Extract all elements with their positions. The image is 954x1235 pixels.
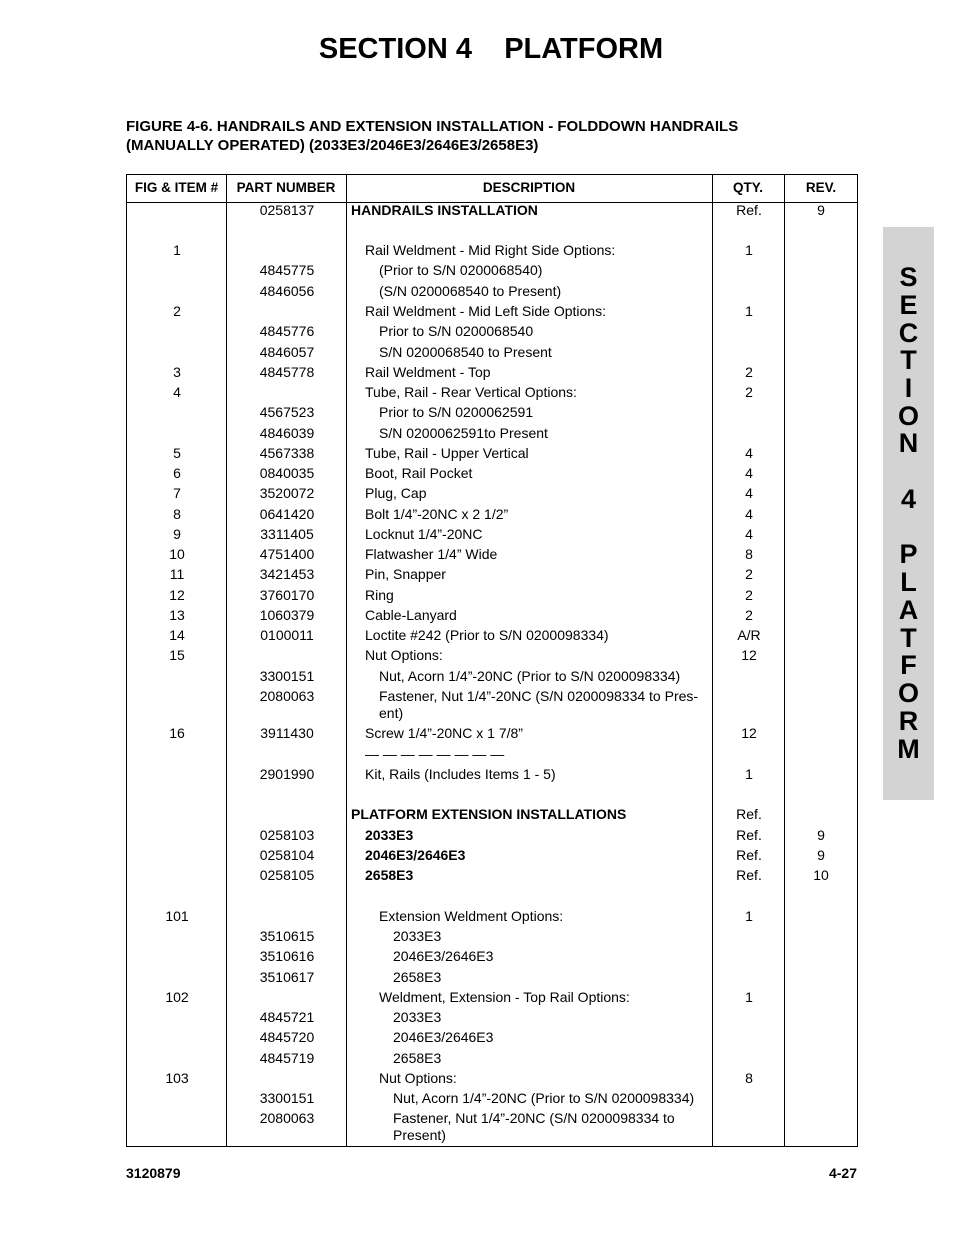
description-cell: (S/N 0200068540 to Present) (379, 283, 562, 299)
side-tab-letter: P (899, 539, 918, 569)
header-part-number: PART NUMBER (236, 180, 336, 195)
description-cell: Rail Weldment - Top (365, 364, 491, 380)
fig-item-cell: 12 (169, 587, 185, 603)
description-cell: Kit, Rails (Includes Items 1 - 5) (365, 766, 556, 782)
qty-cell: Ref. (736, 867, 762, 883)
qty-cell: 2 (745, 587, 753, 603)
description-cell: Fastener, Nut 1/4”-20NC (S/N 0200098334 to (393, 1110, 675, 1126)
description-cell: 2033E3 (393, 928, 442, 944)
qty-cell: 12 (741, 647, 757, 663)
doc-number: 3120879 (126, 1165, 181, 1181)
description-cell: 2046E3/2646E3 (365, 847, 466, 863)
part-number-cell: 3510616 (259, 948, 315, 964)
qty-cell: Ref. (736, 202, 762, 218)
side-tab-letter: A (898, 595, 919, 625)
rev-cell: 9 (817, 847, 825, 863)
part-number-cell: 3421453 (259, 566, 315, 582)
qty-cell: A/R (737, 627, 761, 643)
header-rev: REV. (805, 180, 837, 195)
part-number-cell: 1060379 (259, 607, 315, 623)
side-tab-letter: E (899, 290, 918, 320)
side-tab-letter: N (898, 428, 919, 458)
qty-cell: Ref. (736, 847, 762, 863)
description-cell: Bolt 1/4”-20NC x 2 1/2” (365, 506, 509, 522)
side-tab-letter: F (900, 650, 917, 680)
description-cell-continued: ent) (379, 705, 404, 721)
qty-cell: 4 (745, 506, 753, 522)
description-cell: Tube, Rail - Rear Vertical Options: (365, 384, 577, 400)
description-cell: Prior to S/N 0200062591 (379, 404, 534, 420)
part-number-cell: 2901990 (259, 766, 315, 782)
rev-cell: 9 (817, 202, 825, 218)
fig-item-cell: 15 (169, 647, 185, 663)
part-number-cell: 0258103 (259, 827, 315, 843)
side-tab-letter: L (900, 567, 917, 597)
description-cell: Nut Options: (365, 647, 443, 663)
side-tab-letter: I (904, 373, 913, 403)
part-number-cell: 0100011 (260, 627, 314, 643)
section-side-tab (883, 227, 934, 800)
description-cell: 2046E3/2646E3 (393, 1029, 494, 1045)
part-number-cell: 0258105 (259, 867, 315, 883)
description-cell: Boot, Rail Pocket (365, 465, 473, 481)
qty-cell: 4 (745, 465, 753, 481)
description-cell: Rail Weldment - Mid Right Side Options: (365, 242, 616, 258)
part-number-cell: 3510615 (259, 928, 315, 944)
description-cell: S/N 0200068540 to Present (379, 344, 552, 360)
part-number-cell: 4751400 (259, 546, 315, 562)
qty-cell: 4 (745, 526, 753, 542)
part-number-cell: 3520072 (259, 485, 315, 501)
part-number-cell: 4846057 (259, 344, 315, 360)
page-number: 4-27 (828, 1165, 857, 1181)
fig-item-cell: 7 (173, 485, 181, 501)
qty-cell: 4 (745, 445, 753, 461)
rev-cell: 9 (817, 827, 825, 843)
side-tab-letter: R (898, 706, 919, 736)
part-number-cell: 3510617 (259, 969, 315, 985)
part-number-cell: 0641420 (259, 506, 315, 522)
description-cell: 2046E3/2646E3 (393, 948, 494, 964)
fig-item-cell: 2 (173, 303, 181, 319)
qty-cell: 4 (745, 485, 753, 501)
fig-item-cell: 10 (169, 546, 185, 562)
page-title: SECTION 4 PLATFORM (318, 33, 664, 65)
description-cell: Loctite #242 (Prior to S/N 0200098334) (365, 627, 609, 643)
side-tab-letter: C (898, 318, 919, 348)
description-cell: 2658E3 (365, 867, 414, 883)
description-cell: Flatwasher 1/4” Wide (365, 546, 498, 562)
fig-item-cell: 6 (173, 465, 181, 481)
part-number-cell: 3911430 (260, 725, 314, 741)
qty-cell: 12 (741, 725, 757, 741)
figure-title-line1: FIGURE 4-6. HANDRAILS AND EXTENSION INSTALLATION - FOLDDOWN HANDRAILS (126, 118, 739, 135)
fig-item-cell: 9 (173, 526, 181, 542)
description-cell: Tube, Rail - Upper Vertical (365, 445, 529, 461)
header-fig-item: FIG & ITEM # (134, 180, 219, 195)
part-number-cell: 4567523 (259, 404, 315, 420)
description-cell: Nut, Acorn 1/4”-20NC (Prior to S/N 0200098334) (379, 668, 681, 684)
fig-item-cell: 8 (173, 506, 181, 522)
fig-item-cell: 5 (173, 445, 181, 461)
figure-title-line2: (MANUALLY OPERATED) (2033E3/2046E3/2646E3/2658E3) (126, 137, 539, 154)
header-qty: QTY. (732, 180, 763, 195)
qty-cell: 2 (745, 364, 753, 380)
description-cell: 2033E3 (365, 827, 414, 843)
qty-cell: 1 (745, 242, 753, 258)
fig-item-cell: 4 (173, 384, 181, 400)
qty-cell: Ref. (736, 827, 762, 843)
qty-cell: 1 (745, 766, 753, 782)
description-cell: Cable-Lanyard (365, 607, 457, 623)
description-cell: PLATFORM EXTENSION INSTALLATIONS (351, 806, 627, 822)
description-cell: Screw 1/4”-20NC x 1 7/8” (365, 725, 523, 741)
qty-cell: Ref. (736, 806, 762, 822)
description-cell: Weldment, Extension - Top Rail Options: (379, 989, 630, 1005)
description-cell: (Prior to S/N 0200068540) (379, 262, 543, 278)
part-number-cell: 4845775 (259, 262, 315, 278)
description-cell-continued: Present) (393, 1127, 446, 1143)
part-number-cell: 4845778 (259, 364, 315, 380)
fig-item-cell: 102 (165, 989, 189, 1005)
fig-item-cell: 103 (165, 1070, 189, 1086)
side-tab-letter: O (897, 678, 919, 708)
description-cell: 2658E3 (393, 969, 442, 985)
part-number-cell: 2080063 (259, 688, 315, 704)
part-number-cell: 4567338 (259, 445, 315, 461)
description-cell: Locknut 1/4”-20NC (365, 526, 483, 542)
description-cell: Plug, Cap (365, 485, 427, 501)
fig-item-cell: 1 (173, 242, 181, 258)
fig-item-cell: 16 (169, 725, 185, 741)
part-number-cell: 4846056 (259, 283, 315, 299)
part-number-cell: 0258104 (259, 847, 315, 863)
parts-table (126, 174, 858, 1147)
description-cell: Rail Weldment - Mid Left Side Options: (365, 303, 606, 319)
side-tab-letter: T (900, 345, 917, 375)
part-number-cell: 3760170 (259, 587, 315, 603)
part-number-cell: 4845776 (259, 323, 315, 339)
part-number-cell: 3300151 (259, 668, 315, 684)
qty-cell: 2 (745, 384, 753, 400)
side-tab-letter: S (899, 262, 918, 292)
part-number-cell: 4846039 (259, 425, 315, 441)
part-number-cell: 4845721 (259, 1009, 315, 1025)
part-number-cell: 4845719 (259, 1050, 315, 1066)
description-cell: Ring (365, 587, 394, 603)
qty-cell: 2 (745, 566, 753, 582)
qty-cell: 8 (745, 1070, 753, 1086)
description-cell: Fastener, Nut 1/4”-20NC (S/N 0200098334 to Pres- (379, 688, 699, 704)
fig-item-cell: 3 (173, 364, 181, 380)
fig-item-cell: 13 (169, 607, 185, 623)
description-cell: Pin, Snapper (365, 566, 446, 582)
description-cell: 2658E3 (393, 1050, 442, 1066)
description-cell: S/N 0200062591to Present (379, 425, 548, 441)
side-tab-letter: O (897, 401, 919, 431)
fig-item-cell: 11 (169, 566, 185, 582)
side-tab-letter: T (900, 623, 917, 653)
fig-item-cell: 101 (165, 908, 189, 924)
part-number-cell: 0840035 (259, 465, 315, 481)
qty-cell: 8 (745, 546, 753, 562)
qty-cell: 2 (745, 607, 753, 623)
part-number-cell: 2080063 (259, 1110, 315, 1126)
part-number-cell: 0258137 (259, 202, 315, 218)
qty-cell: 1 (745, 908, 753, 924)
description-cell: — — — — — — — — (365, 746, 505, 762)
figure-title (126, 117, 826, 155)
description-cell: Prior to S/N 0200068540 (379, 323, 534, 339)
description-cell: HANDRAILS INSTALLATION (351, 202, 538, 218)
side-tab-letter: 4 (900, 484, 917, 514)
description-cell: 2033E3 (393, 1009, 442, 1025)
description-cell: Nut Options: (379, 1070, 457, 1086)
part-number-cell: 3300151 (259, 1090, 315, 1106)
qty-cell: 1 (745, 303, 753, 319)
header-description: DESCRIPTION (482, 180, 576, 195)
qty-cell: 1 (745, 989, 753, 1005)
fig-item-cell: 14 (169, 627, 185, 643)
part-number-cell: 4845720 (259, 1029, 315, 1045)
rev-cell: 10 (813, 867, 829, 883)
part-number-cell: 3311405 (260, 526, 314, 542)
description-cell: Nut, Acorn 1/4”-20NC (Prior to S/N 0200098334) (393, 1090, 695, 1106)
description-cell: Extension Weldment Options: (379, 908, 564, 924)
side-tab-letter: M (897, 734, 920, 764)
